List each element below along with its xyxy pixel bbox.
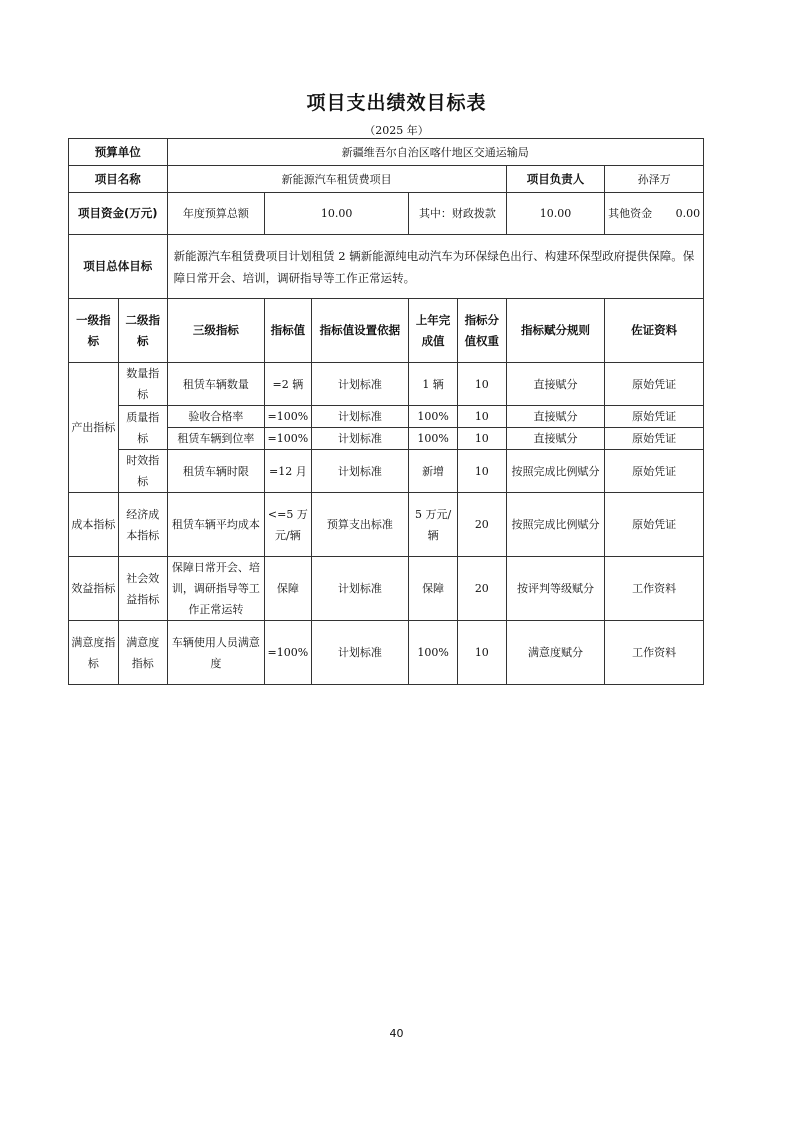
row-level3: 保障日常开会、培训，调研指导等工作正常运转 — [167, 557, 265, 621]
goal-text: 新能源汽车租赁费项目计划租赁 2 辆新能源纯电动汽车为环保绿色出行、构建环保型政府提供保障。保障日常开会、培训，调研指导等工作正常运转。 — [167, 235, 703, 299]
row-basis: 计划标准 — [311, 363, 409, 406]
row-evidence: 原始凭证 — [605, 428, 704, 450]
sub-social-benefit: 社会效益指标 — [118, 557, 167, 621]
col-level3: 三级指标 — [167, 299, 265, 363]
row-level3: 验收合格率 — [167, 406, 265, 428]
group-output: 产出指标 — [69, 363, 119, 493]
row-basis: 计划标准 — [311, 428, 409, 450]
page-title: 项目支出绩效目标表 — [306, 92, 487, 114]
row-rule: 直接赋分 — [506, 406, 605, 428]
table-row — [69, 363, 704, 406]
row-value: =2 辆 — [265, 363, 312, 406]
row-evidence: 工作资料 — [605, 557, 704, 621]
fiscal-label: 其中：财政拨款 — [409, 193, 507, 235]
col-value: 指标值 — [265, 299, 312, 363]
col-level2: 二级指标 — [118, 299, 167, 363]
page-number: 40 — [389, 1027, 404, 1040]
row-basis: 计划标准 — [311, 557, 409, 621]
row-rule: 按评判等级赋分 — [506, 557, 605, 621]
sub-timeliness: 时效指标 — [118, 450, 167, 493]
row-level3: 租赁车辆数量 — [167, 363, 265, 406]
row-evidence: 原始凭证 — [605, 493, 704, 557]
responsible-value: 孙泽万 — [605, 166, 704, 193]
col-level1: 一级指标 — [69, 299, 119, 363]
row-weight: 20 — [457, 557, 506, 621]
row-evidence: 原始凭证 — [605, 363, 704, 406]
row-level3: 租赁车辆时限 — [167, 450, 265, 493]
row-rule: 按照完成比例赋分 — [506, 493, 605, 557]
performance-table — [68, 138, 704, 685]
row-value: 保障 — [265, 557, 312, 621]
group-cost: 成本指标 — [69, 493, 119, 557]
table-row — [69, 450, 704, 493]
row-value: <=5 万元/辆 — [265, 493, 312, 557]
project-name-label: 项目名称 — [69, 166, 168, 193]
row-level3: 租赁车辆平均成本 — [167, 493, 265, 557]
table-row — [69, 557, 704, 621]
funds-row — [69, 193, 704, 235]
col-last-year: 上年完成值 — [409, 299, 458, 363]
responsible-label: 项目负责人 — [506, 166, 605, 193]
row-basis: 计划标准 — [311, 621, 409, 685]
row-weight: 10 — [457, 621, 506, 685]
annual-total-label: 年度预算总额 — [167, 193, 265, 235]
col-weight: 指标分值权重 — [457, 299, 506, 363]
row-weight: 20 — [457, 493, 506, 557]
group-benefit: 效益指标 — [69, 557, 119, 621]
funds-label: 项目资金(万元) — [69, 193, 168, 235]
row-last-year: 保障 — [409, 557, 458, 621]
table-row — [69, 493, 704, 557]
row-value: =100% — [265, 428, 312, 450]
budget-unit-row — [69, 139, 704, 166]
group-satisfaction: 满意度指标 — [69, 621, 119, 685]
project-name-value: 新能源汽车租赁费项目 — [167, 166, 506, 193]
col-basis: 指标值设置依据 — [311, 299, 409, 363]
column-header-row — [69, 299, 704, 363]
row-last-year: 100% — [409, 406, 458, 428]
row-last-year: 新增 — [409, 450, 458, 493]
row-basis: 计划标准 — [311, 406, 409, 428]
other-funds-label: 其他资金 — [608, 207, 653, 220]
col-rule: 指标赋分规则 — [506, 299, 605, 363]
row-value: =100% — [265, 406, 312, 428]
row-last-year: 100% — [409, 428, 458, 450]
row-weight: 10 — [457, 428, 506, 450]
row-weight: 10 — [457, 363, 506, 406]
row-basis: 计划标准 — [311, 450, 409, 493]
other-funds-value-cell — [605, 193, 704, 235]
row-rule: 满意度赋分 — [506, 621, 605, 685]
row-weight: 10 — [457, 406, 506, 428]
row-rule: 直接赋分 — [506, 428, 605, 450]
row-evidence: 原始凭证 — [605, 406, 704, 428]
goal-row — [69, 235, 704, 299]
budget-unit-value: 新疆维吾尔自治区喀什地区交通运输局 — [167, 139, 703, 166]
annual-total-value: 10.00 — [265, 193, 409, 235]
sub-quantity: 数量指标 — [118, 363, 167, 406]
row-last-year: 1 辆 — [409, 363, 458, 406]
row-level3: 租赁车辆到位率 — [167, 428, 265, 450]
row-rule: 直接赋分 — [506, 363, 605, 406]
sub-satisfaction: 满意度指标 — [118, 621, 167, 685]
row-value: =12 月 — [265, 450, 312, 493]
row-evidence: 工作资料 — [605, 621, 704, 685]
row-basis: 预算支出标准 — [311, 493, 409, 557]
col-evidence: 佐证资料 — [605, 299, 704, 363]
budget-unit-label: 预算单位 — [69, 139, 168, 166]
row-last-year: 100% — [409, 621, 458, 685]
year-subtitle: （2025 年） — [364, 124, 429, 137]
goal-label: 项目总体目标 — [69, 235, 168, 299]
row-last-year: 5 万元/辆 — [409, 493, 458, 557]
table-row — [69, 406, 704, 428]
sub-economic-cost: 经济成本指标 — [118, 493, 167, 557]
other-funds-value: 0.00 — [675, 207, 701, 220]
sub-quality: 质量指标 — [118, 406, 167, 450]
row-value: =100% — [265, 621, 312, 685]
fiscal-value: 10.00 — [506, 193, 605, 235]
row-weight: 10 — [457, 450, 506, 493]
row-level3: 车辆使用人员满意度 — [167, 621, 265, 685]
row-evidence: 原始凭证 — [605, 450, 704, 493]
project-name-row — [69, 166, 704, 193]
table-row — [69, 621, 704, 685]
row-rule: 按照完成比例赋分 — [506, 450, 605, 493]
